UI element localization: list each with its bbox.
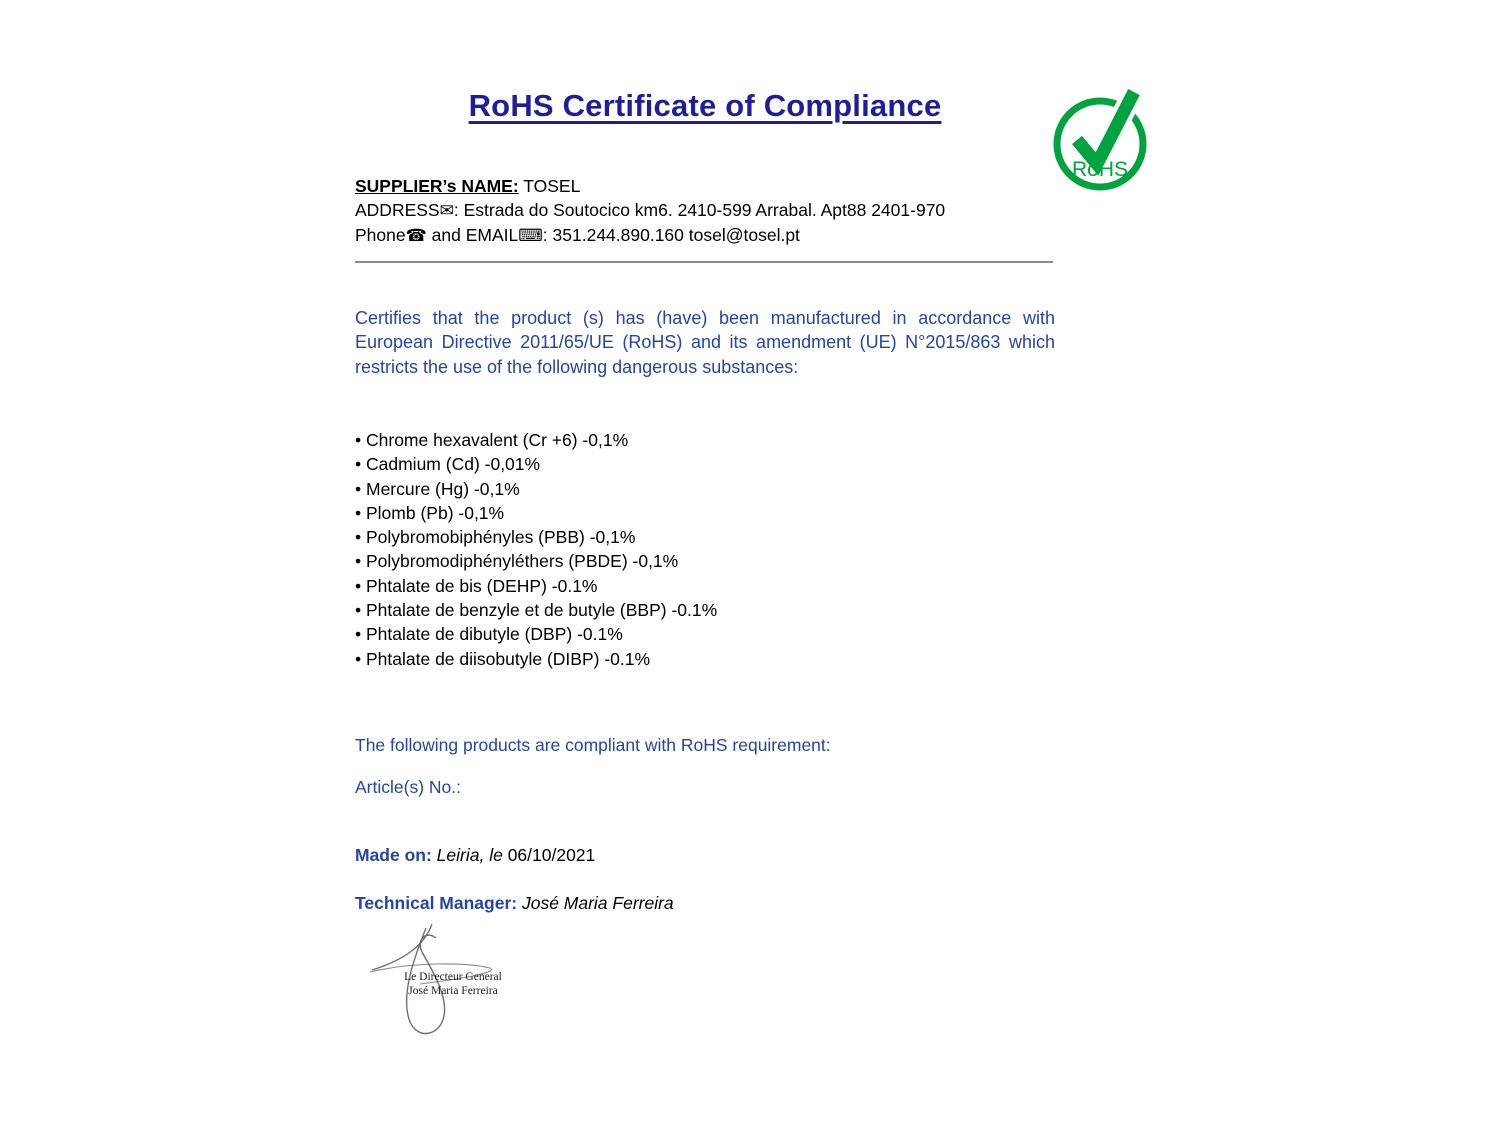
supplier-name-line <box>355 174 1055 198</box>
rohs-logo <box>1050 78 1154 194</box>
substance-item: • Phtalate de benzyle et de butyle (BBP) -0.1% <box>355 598 1055 622</box>
computer-icon: ⌨ <box>518 226 543 245</box>
rohs-logo-label: RoHS <box>1071 158 1129 181</box>
technical-manager-name: José Maria Ferreira <box>517 893 674 913</box>
supplier-address-line <box>355 198 1055 223</box>
signature-block <box>348 918 548 1058</box>
supplier-block <box>355 174 1055 248</box>
made-on-date: 06/10/2021 <box>502 845 596 865</box>
made-on-line <box>355 845 1055 866</box>
made-on-label: Made on: <box>355 845 432 865</box>
contact-value: : 351.244.890.160 tosel@tosel.pt <box>542 225 800 245</box>
substances-list <box>355 428 1055 671</box>
made-on-place: Leiria, le <box>431 845 503 865</box>
compliance-statement: The following products are compliant with RoHS requirement: <box>355 735 831 755</box>
signature-name: José Maria Ferreira <box>408 985 498 997</box>
certification-paragraph: Certifies that the product (s) has (have) been manufactured in accordance with European Directive 2011/65/UE (RoHS) and its amendment (UE) N°2015/863 which restricts the use of the following dangerous substances: <box>355 308 1055 377</box>
substance-item: • Mercure (Hg) -0,1% <box>355 477 1055 501</box>
email-label: and EMAIL <box>426 225 519 245</box>
supplier-contact-line <box>355 223 1055 248</box>
phone-icon: ☎ <box>405 226 427 245</box>
address-label: ADDRESS <box>355 200 440 220</box>
substance-item: • Polybromodiphényléthers (PBDE) -0,1% <box>355 549 1055 573</box>
envelope-icon: ✉ <box>439 201 454 220</box>
technical-manager-line <box>355 893 1055 914</box>
substance-item: • Phtalate de bis (DEHP) -0.1% <box>355 574 1055 598</box>
rohs-check-icon <box>1050 78 1154 194</box>
phone-label: Phone <box>355 225 406 245</box>
substance-item: • Polybromobiphényles (PBB) -0,1% <box>355 525 1055 549</box>
substance-item: • Plomb (Pb) -0,1% <box>355 501 1055 525</box>
signature-title: Le Directeur General <box>404 971 502 983</box>
article-number-label: Article(s) No.: <box>355 777 461 797</box>
supplier-name-value: TOSEL <box>518 176 581 196</box>
address-value: : Estrada do Soutocico km6. 2410-599 Arrabal. Apt88 2401-970 <box>453 200 946 220</box>
page-title: RoHS Certificate of Compliance <box>468 88 942 123</box>
technical-manager-label: Technical Manager: <box>355 893 518 913</box>
substance-item: • Chrome hexavalent (Cr +6) -0,1% <box>355 428 1055 452</box>
signature-text <box>388 970 518 998</box>
substance-item: • Phtalate de dibutyle (DBP) -0.1% <box>355 622 1055 646</box>
substance-item: • Phtalate de diisobutyle (DIBP) -0.1% <box>355 647 1055 671</box>
supplier-name-label: SUPPLIER’s NAME: <box>355 176 519 196</box>
substance-item: • Cadmium (Cd) -0,01% <box>355 452 1055 476</box>
separator-line <box>355 261 1053 263</box>
